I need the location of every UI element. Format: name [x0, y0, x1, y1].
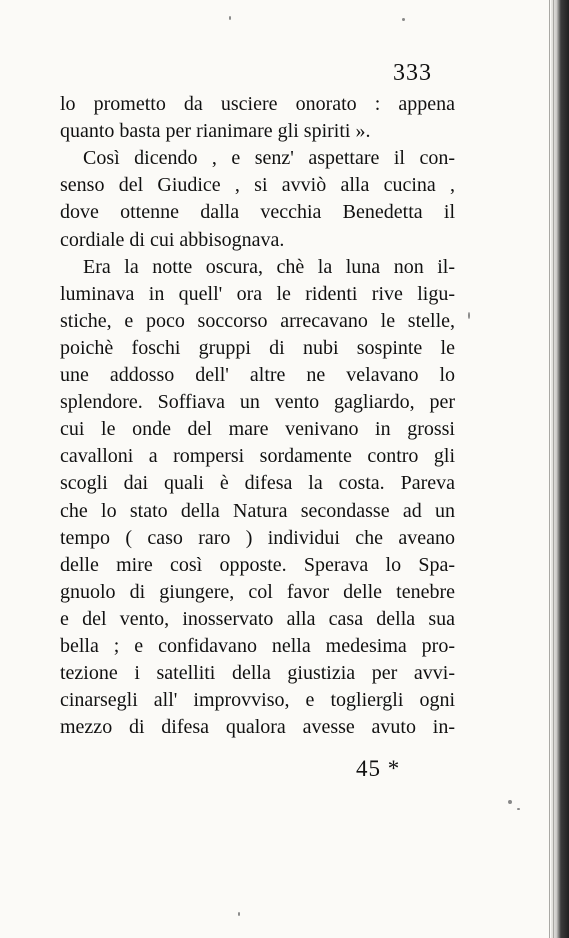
page-edge-line — [549, 0, 550, 938]
text-line: cavalloni a rompersi sordamente contro gli — [60, 445, 455, 467]
text-line: gnuolo di giungere, col favor delle tenebre — [60, 581, 455, 603]
text-line: scogli dai quali è difesa la costa. Pareva — [60, 472, 455, 494]
text-line: luminava in quell' ora le ridenti rive ligu- — [60, 283, 455, 305]
text-line: senso del Giudice , si avviò alla cucina , — [60, 174, 455, 196]
page-edge-line — [553, 0, 554, 938]
text-line: stiche, e poco soccorso arrecavano le stelle, — [60, 310, 455, 332]
text-line: splendore. Soffiava un vento gagliardo, per — [60, 391, 455, 413]
text-line: cui le onde del mare venivano in grossi — [60, 418, 455, 440]
paper-speck — [517, 808, 520, 810]
paper-speck — [238, 912, 240, 916]
text-line: poichè foschi gruppi di nubi sospinte le — [60, 337, 455, 359]
text-line: e del vento, inosservato alla casa della sua — [60, 608, 455, 630]
text-line: tempo ( caso raro ) individui che aveano — [60, 527, 455, 549]
paper-speck — [508, 800, 512, 804]
paper-speck — [468, 312, 470, 319]
text-line: cordiale di cui abbisognava. — [60, 229, 285, 251]
text-line: lo prometto da usciere onorato : appena — [60, 93, 455, 115]
paper-speck — [402, 18, 405, 21]
page-number: 333 — [393, 60, 432, 86]
text-line: bella ; e confidavano nella medesima pro- — [60, 635, 455, 657]
signature-mark: 45 * — [356, 756, 401, 781]
text-line: delle mire così opposte. Sperava lo Spa- — [60, 554, 455, 576]
text-line: cinarsegli all' improvviso, e togliergli ogni — [60, 689, 455, 711]
text-line: Era la notte oscura, chè la luna non il- — [83, 256, 455, 278]
text-line: une addosso dell' altre ne velavano lo — [60, 364, 455, 386]
text-line: che lo stato della Natura secondasse ad un — [60, 500, 455, 522]
text-line: quanto basta per rianimare gli spiriti ». — [60, 120, 371, 142]
text-line: Così dicendo , e senz' aspettare il con- — [83, 147, 455, 169]
text-line: dove ottenne dalla vecchia Benedetta il — [60, 201, 455, 223]
paper-speck — [229, 16, 231, 20]
text-line: tezione i satelliti della giustizia per avvi- — [60, 662, 455, 684]
text-line: mezzo di difesa qualora avesse avuto in- — [60, 716, 455, 738]
